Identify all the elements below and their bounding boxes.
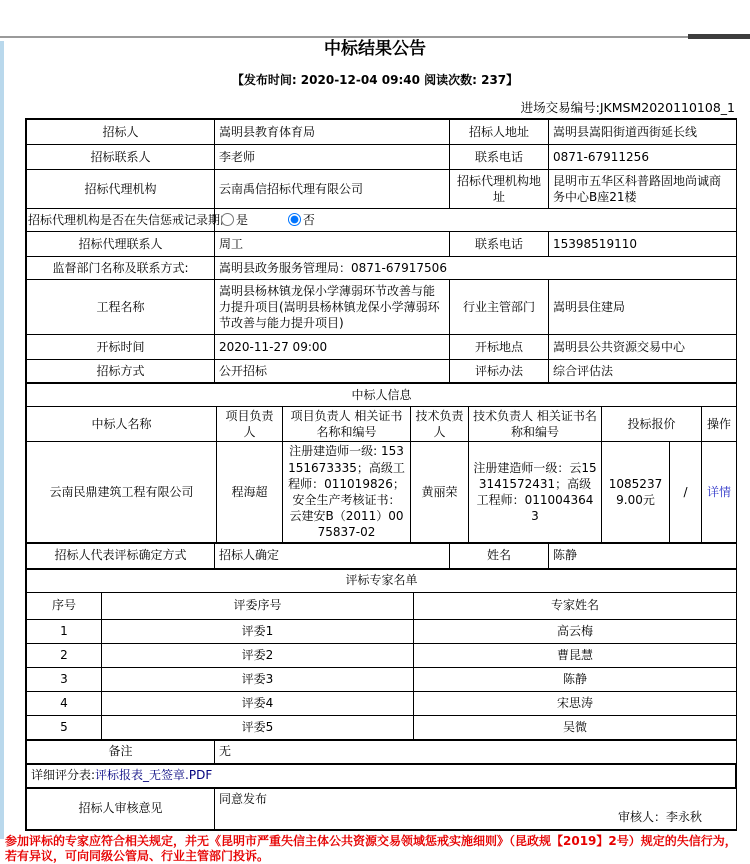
review-value-cell: [215, 788, 737, 829]
row-value: 0871-67911256: [549, 145, 737, 170]
row-label: 开标地点: [450, 335, 549, 360]
expert-no: 5: [27, 715, 102, 739]
integrity-notice: 参加评标的专家应符合相关规定，并无《昆明市严重失信主体公共资源交易领域惩戒实施细则》（昆政规【2019】2号）规定的失信行为，若有异议，可向同级公管局、行业主管部门投诉。: [5, 833, 737, 863]
section-title: 中标人信息: [27, 384, 737, 407]
winner-slash: /: [670, 442, 702, 542]
expert-no: 4: [27, 691, 102, 715]
row-label: 联系电话: [450, 145, 549, 170]
score-sheet-label: 详细评分表:: [31, 768, 96, 783]
col-header: 项目负责人: [217, 407, 283, 442]
expert-row: [27, 715, 737, 739]
winner-pm-certs: 注册建造师一级: 153151673335；高级工程师：011019826；安全生产考核证书：云建安B（2011）0075837-02: [283, 442, 411, 542]
expert-no: 1: [27, 619, 102, 643]
col-header: 序号: [27, 592, 102, 619]
expert-no: 2: [27, 643, 102, 667]
page-left-edge: [0, 41, 4, 839]
representative-row: [27, 543, 737, 568]
radio-option-no[interactable]: [286, 213, 315, 227]
row-value: 嵩明县嵩阳街道西街延长线: [549, 120, 737, 145]
row-label: 开标时间: [27, 335, 215, 360]
publish-meta: 【发布时间: 2020-12-04 09:40 阅读次数: 237】: [231, 73, 519, 87]
review-row: [27, 788, 737, 829]
winner-data-row: [27, 442, 737, 542]
row-label: 招标联系人: [27, 145, 215, 170]
col-header: 评委序号: [102, 592, 414, 619]
row-value: 公开招标: [215, 360, 450, 383]
table-row: [27, 232, 737, 257]
row-value: 嵩明县教育体育局: [215, 120, 450, 145]
browser-chrome-fragment: [688, 34, 750, 39]
row-label: 招标人: [27, 120, 215, 145]
row-label: 招标代理联系人: [27, 232, 215, 257]
expert-row: [27, 619, 737, 643]
expert-committee: 评委5: [102, 715, 414, 739]
table-row: [27, 120, 737, 145]
expert-name: 陈静: [414, 667, 737, 691]
score-sheet-row: [27, 764, 736, 787]
announcement-table: [25, 118, 737, 831]
score-sheet-cell: [27, 764, 736, 787]
expert-name: 吴微: [414, 715, 737, 739]
representative-table: [26, 543, 737, 569]
winner-section-title-row: [27, 384, 737, 407]
row-label: 招标代理机构: [27, 170, 215, 209]
review-table: [26, 788, 737, 830]
row-value: 嵩明县杨林镇龙保小学薄弱环节改善与能力提升项目(嵩明县杨林镇龙保小学薄弱环节改善与能力提升项目): [215, 280, 450, 335]
radio-cell: [215, 209, 737, 232]
expert-name: 曹昆慧: [414, 643, 737, 667]
radio-yes-label: 是: [236, 212, 249, 227]
row-value: 15398519110: [549, 232, 737, 257]
expert-committee: 评委1: [102, 619, 414, 643]
row-value: 周工: [215, 232, 450, 257]
expert-row: [27, 643, 737, 667]
col-header: 中标人名称: [27, 407, 217, 442]
winner-tech-certs: 注册建造师一级：云153141572431；高级工程师：0110043643: [469, 442, 602, 542]
radio-yes[interactable]: [221, 213, 234, 226]
top-border-line: [0, 36, 750, 38]
col-header: 技术负责人 相关证书名称和编号: [469, 407, 602, 442]
winner-table: [26, 383, 737, 543]
col-header: 项目负责人 相关证书名称和编号: [283, 407, 411, 442]
radio-option-yes[interactable]: [219, 213, 248, 227]
winner-company: 云南民鼎建筑工程有限公司: [27, 442, 217, 542]
row-value: 综合评估法: [549, 360, 737, 383]
table-row: [27, 145, 737, 170]
row-label: 行业主管部门: [450, 280, 549, 335]
row-value: 2020-11-27 09:00: [215, 335, 450, 360]
section-title: 评标专家名单: [27, 569, 737, 592]
transaction-number: 进场交易编号:JKMSM2020110108_1: [520, 100, 735, 115]
review-opinion: 同意发布: [219, 791, 268, 806]
experts-section-title-row: [27, 569, 737, 592]
page-title: 中标结果公告: [324, 39, 426, 59]
experts-table: [26, 569, 737, 740]
col-header: 专家姓名: [414, 592, 737, 619]
row-value: 嵩明县住建局: [549, 280, 737, 335]
expert-name: 高云梅: [414, 619, 737, 643]
remark-table: [26, 740, 737, 764]
bid-info-table: [26, 119, 737, 383]
row-label: 监督部门名称及联系方式:: [27, 257, 215, 280]
reviewer-name: 审核人：李永秋: [617, 810, 702, 825]
experts-header-row: [27, 592, 737, 619]
winner-pm: 程海超: [217, 442, 283, 542]
table-row: [27, 170, 737, 209]
expert-name: 宋思涛: [414, 691, 737, 715]
row-label: 招标人审核意见: [27, 788, 215, 829]
expert-committee: 评委4: [102, 691, 414, 715]
expert-row: [27, 691, 737, 715]
col-header: 技术负责人: [411, 407, 469, 442]
radio-no[interactable]: [288, 213, 301, 226]
expert-committee: 评委2: [102, 643, 414, 667]
winner-detail-cell: [702, 442, 737, 542]
row-value: 陈静: [549, 543, 737, 568]
row-value: 昆明市五华区科普路固地尚诚商务中心B座21楼: [549, 170, 737, 209]
row-label: 工程名称: [27, 280, 215, 335]
row-label: 招标人代表评标确定方式: [27, 543, 215, 568]
expert-committee: 评委3: [102, 667, 414, 691]
row-label: 姓名: [450, 543, 549, 568]
row-label: 招标人地址: [450, 120, 549, 145]
expert-row: [27, 667, 737, 691]
row-value: 李老师: [215, 145, 450, 170]
table-row: [27, 335, 737, 360]
radio-no-label: 否: [302, 212, 315, 227]
winner-price: 10852379.00元: [602, 442, 670, 542]
winner-header-row: [27, 407, 737, 442]
row-label: 评标办法: [450, 360, 549, 383]
row-value: 嵩明县公共资源交易中心: [549, 335, 737, 360]
row-label: 备注: [27, 740, 215, 763]
row-value: 嵩明县政务服务管理局：0871-67917506: [215, 257, 737, 280]
supervise-row: [27, 257, 737, 280]
remark-row: [27, 740, 737, 763]
expert-no: 3: [27, 667, 102, 691]
table-row: [27, 280, 737, 335]
score-sheet-file-link[interactable]: 评标报表_无签章.PDF: [95, 768, 213, 783]
col-header: 投标报价: [602, 407, 702, 442]
row-value: 云南禹信招标代理有限公司: [215, 170, 450, 209]
row-value: 无: [215, 740, 737, 763]
table-row: [27, 360, 737, 383]
row-label: 招标方式: [27, 360, 215, 383]
score-sheet-table: [26, 764, 736, 788]
row-label: 招标代理机构地址: [450, 170, 549, 209]
col-header: 操作: [702, 407, 737, 442]
row-label: 招标代理机构是否在失信惩戒记录期内: [27, 209, 215, 232]
row-value: 招标人确定: [215, 543, 450, 568]
row-label: 联系电话: [450, 232, 549, 257]
winner-tech: 黄丽荣: [411, 442, 469, 542]
dishonesty-radio-row: [27, 209, 737, 232]
detail-link[interactable]: 详情: [707, 484, 732, 499]
